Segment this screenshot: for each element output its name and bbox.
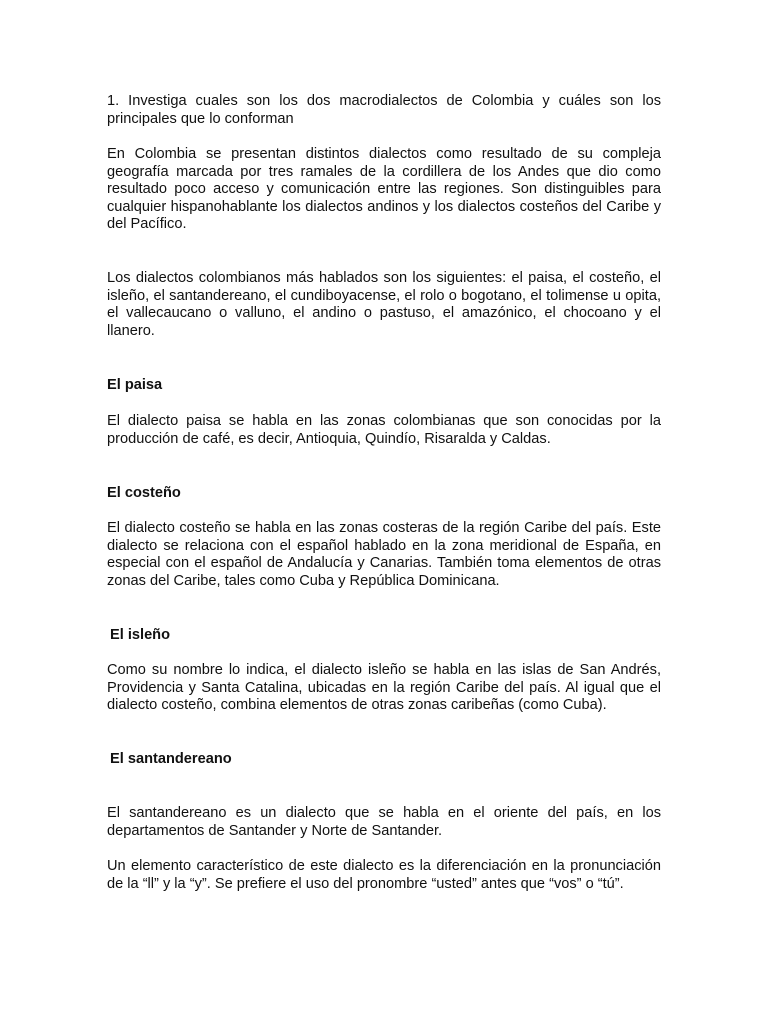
intro-paragraph: En Colombia se presentan distintos dialectos como resultado de su compleja geografía marcada por tres ramales de la cordillera de los Andes que dio como resultado poco acceso y comunicación entre las regiones. Son distinguibles para cualquier hispanohablante los dialectos andinos y los dialectos costeños del Caribe y del Pacífico. <box>107 146 661 233</box>
question-paragraph: 1. Investiga cuales son los dos macrodialectos de Colombia y cuáles son los principales que lo conforman <box>107 93 661 127</box>
heading-el-isleno: El isleño <box>110 627 171 643</box>
heading-el-santandereano: El santandereano <box>110 751 232 767</box>
santandereano-paragraph-2: Un elemento característico de este dialecto es la diferenciación en la pronunciación de la “ll” y la “y”. Se prefiere el uso del pronombre “usted” antes que “vos” o “tú”. <box>107 858 661 892</box>
heading-el-costeno: El costeño <box>107 485 181 501</box>
santandereano-paragraph-1: El santandereano es un dialecto que se habla en el oriente del país, en los departamentos de Santander y Norte de Santander. <box>107 805 661 839</box>
dialects-list-paragraph: Los dialectos colombianos más hablados son los siguientes: el paisa, el costeño, el isleño, el santandereano, el cundiboyacense, el rolo o bogotano, el tolimense u opita, el vallecaucano o valluno, el andino o pastuso, el amazónico, el chocoano y el llanero. <box>107 270 661 339</box>
isleno-paragraph: Como su nombre lo indica, el dialecto isleño se habla en las islas de San Andrés, Providencia y Santa Catalina, ubicadas en la región Caribe del país. Al igual que el dialecto costeño, combina elementos de otras zonas caribeñas (como Cuba). <box>107 662 661 714</box>
document-page <box>107 0 661 1024</box>
heading-el-paisa: El paisa <box>107 377 163 393</box>
costeno-paragraph: El dialecto costeño se habla en las zonas costeras de la región Caribe del país. Este dialecto se relaciona con el español hablado en la zona meridional de España, en especial con el español de Andalucía y Canarias. También toma elementos de otras zonas del Caribe, tales como Cuba y República Dominicana. <box>107 520 661 589</box>
paisa-paragraph: El dialecto paisa se habla en las zonas colombianas que son conocidas por la producción de café, es decir, Antioquia, Quindío, Risaralda y Caldas. <box>107 413 661 447</box>
